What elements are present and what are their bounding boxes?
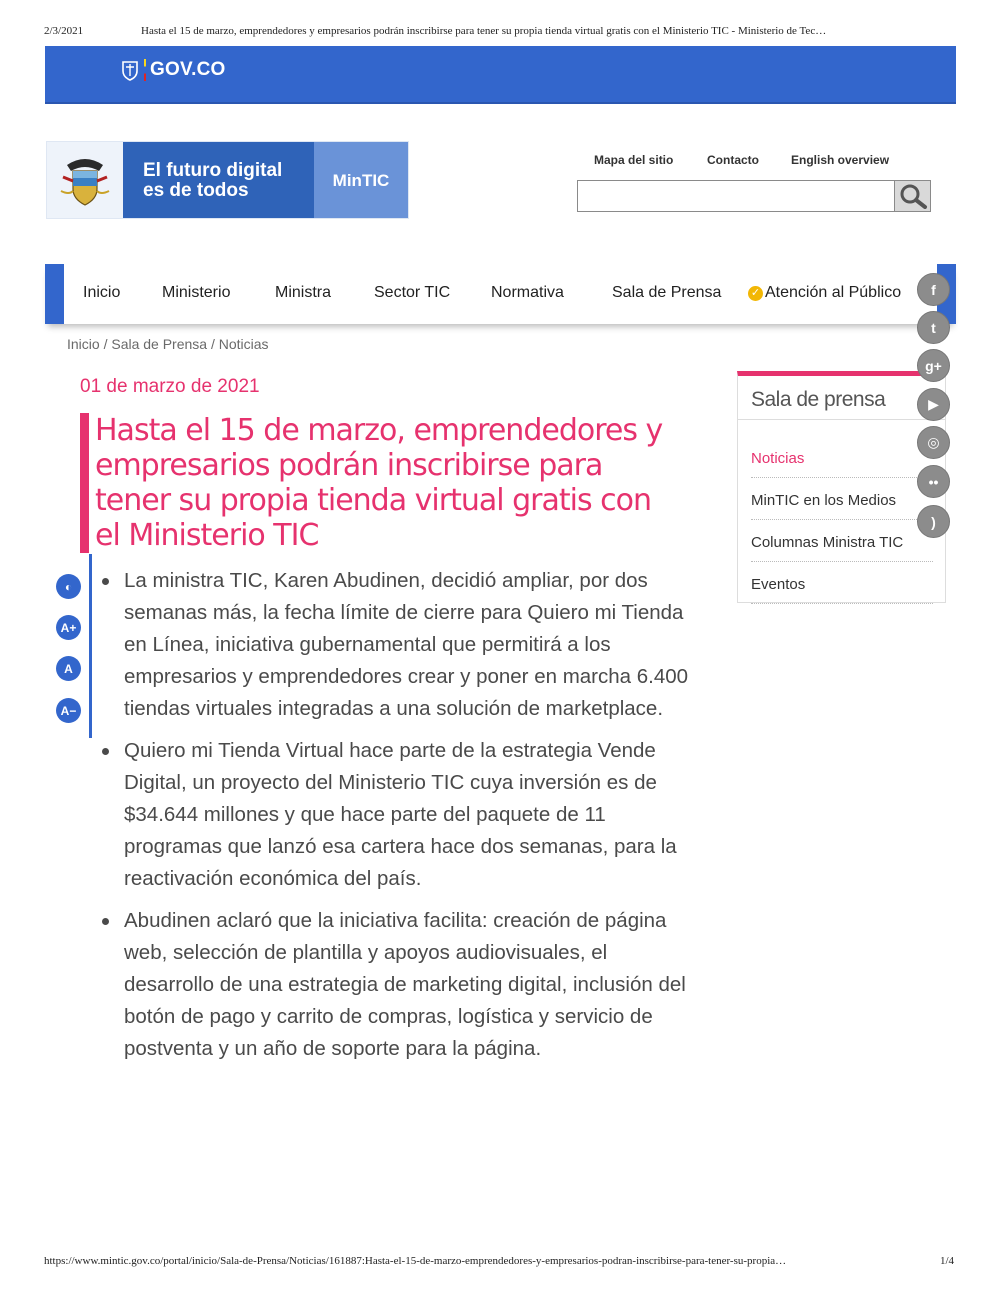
print-date: 2/3/2021: [44, 25, 84, 37]
brand-slogan: [123, 142, 314, 218]
search-box: [577, 180, 931, 212]
normal-font-button[interactable]: [56, 656, 81, 681]
colombia-shield-icon: [120, 59, 140, 81]
article-highlights: [100, 565, 700, 1075]
sidebar-item-eventos[interactable]: Eventos: [751, 576, 933, 604]
link-contact[interactable]: Contacto: [707, 153, 759, 167]
gov-logo-separator: [144, 59, 146, 81]
nav-item-sala-de-prensa[interactable]: Sala de Prensa: [612, 284, 722, 301]
main-navigation: [45, 264, 956, 324]
facebook-icon[interactable]: f: [917, 273, 950, 306]
print-header: [0, 0, 1000, 37]
print-page-number: 1/4: [940, 1255, 955, 1267]
article-date: 01 de marzo de 2021: [80, 376, 260, 397]
link-english-overview[interactable]: English overview: [791, 153, 890, 167]
sidebar-item-columnas-ministra[interactable]: Columnas Ministra TIC: [751, 534, 933, 562]
flickr-icon[interactable]: ••: [917, 465, 950, 498]
nav-item-inicio[interactable]: Inicio: [83, 284, 121, 301]
gov-co-bar: [45, 46, 956, 104]
font-normal-icon: A: [64, 661, 73, 676]
brand-slogan-line2: es de todos: [143, 180, 249, 201]
list-item: Abudinen aclaró que la iniciativa facilita: creación de página web, selección de plantilla y apoyos audiovisuales, el desarrollo de una estrategia de marketing digital, inclusión del botón de pago y carrito de compras, logística y servicio de postventa y un año de soporte para la página.: [100, 905, 700, 1065]
sidebar-item-noticias[interactable]: Noticias: [751, 450, 933, 478]
instagram-icon[interactable]: ◎: [917, 426, 950, 459]
nav-item-sector-tic[interactable]: Sector TIC: [374, 284, 451, 301]
youtube-icon[interactable]: ▶: [917, 388, 950, 421]
nav-item-normativa[interactable]: Normativa: [491, 284, 564, 301]
twitter-icon[interactable]: t: [917, 311, 950, 344]
nav-item-ministerio[interactable]: Ministerio: [162, 284, 231, 301]
increase-font-button[interactable]: [56, 615, 81, 640]
breadcrumb[interactable]: Inicio / Sala de Prensa / Noticias: [67, 336, 269, 352]
search-icon: [898, 183, 928, 209]
check-icon: ✓: [748, 286, 763, 301]
link-site-map[interactable]: Mapa del sitio: [594, 153, 674, 167]
article-title: Hasta el 15 de marzo, emprendedores y empresarios podrán inscribirse para tener su propia tienda virtual gratis con el Ministerio TIC: [80, 413, 680, 553]
list-item: La ministra TIC, Karen Abudinen, decidió ampliar, por dos semanas más, la fecha límite de cierre para Quiero mi Tienda en Línea, iniciativa gubernamental que permitirá a los empresarios y emprendedores crear y poner en marcha 6.400 tiendas virtuales integradas a una solución de marketplace.: [100, 565, 700, 725]
font-increase-icon: A+: [60, 620, 77, 635]
mintic-brand[interactable]: [46, 141, 409, 219]
accessibility-toolbar: [45, 554, 92, 738]
rss-icon[interactable]: ): [917, 505, 950, 538]
print-url: https://www.mintic.gov.co/portal/inicio/Sala-de-Prensa/Noticias/161887:Hasta-el-15-de-marzo-emprendedores-y-empresarios-podran-inscribirse-para-tener-su-propia…: [44, 1255, 787, 1267]
decrease-font-button[interactable]: [56, 698, 81, 723]
google-plus-icon[interactable]: g+: [917, 349, 950, 382]
brand-slogan-line1: El futuro digital: [143, 160, 283, 181]
list-item: Quiero mi Tienda Virtual hace parte de la estrategia Vende Digital, un proyecto del Ministerio TIC cuya inversión es de $34.644 millones y que hace parte del paquete de 11 programas que lanzó esa cartera hace dos semanas, para la reactivación económica del país.: [100, 735, 700, 895]
contrast-toggle-button[interactable]: [56, 574, 81, 599]
press-room-sidebar: [737, 371, 946, 603]
coat-of-arms-icon: [47, 142, 123, 218]
sidebar-heading: Sala de prensa: [738, 376, 945, 420]
sidebar-item-mintic-en-los-medios[interactable]: MinTIC en los Medios: [751, 492, 933, 520]
search-button[interactable]: [894, 181, 930, 211]
contrast-icon: ◐: [64, 579, 73, 594]
print-page-title: Hasta el 15 de marzo, emprendedores y empresarios podrán inscribirse para tener su propia tienda virtual gratis con el Ministerio TIC - Ministerio de Tec…: [141, 25, 827, 37]
gov-co-text: GOV.CO: [150, 59, 226, 80]
nav-attention-label: Atención al Público: [765, 284, 902, 301]
search-input[interactable]: [578, 181, 894, 211]
gov-co-logo[interactable]: [120, 59, 225, 81]
font-decrease-icon: A−: [60, 703, 77, 718]
brand-entity: MinTIC: [314, 142, 408, 218]
nav-item-ministra[interactable]: Ministra: [275, 284, 332, 301]
nav-item-atencion-al-publico[interactable]: [748, 284, 901, 302]
